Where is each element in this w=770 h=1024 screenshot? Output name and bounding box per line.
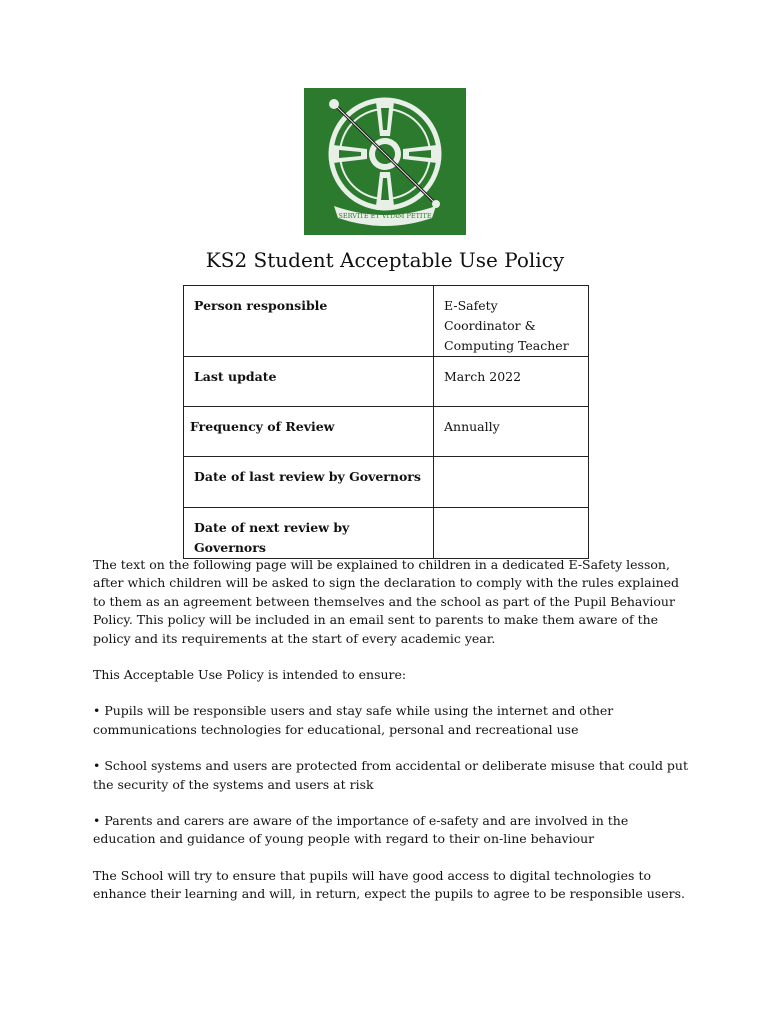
row-label: Person responsible <box>184 286 434 357</box>
table-row <box>184 407 589 457</box>
row-value: March 2022 <box>434 357 589 407</box>
table-row <box>184 357 589 407</box>
row-label: Date of last review by Governors <box>184 457 434 508</box>
table-row <box>184 457 589 508</box>
row-value <box>434 508 589 559</box>
crest-icon <box>304 88 466 235</box>
row-label: Frequency of Review <box>184 407 434 457</box>
intent-heading: This Acceptable Use Policy is intended to ensure: <box>93 667 407 683</box>
page-title: KS2 Student Acceptable Use Policy <box>205 248 565 272</box>
bullet-item: • Pupils will be responsible users and stay safe while using the internet and other communications technologies for educational, personal and recreational use <box>93 703 614 737</box>
row-value: Annually <box>434 407 589 457</box>
intro-paragraph: The text on the following page will be explained to children in a dedicated E-Safety lesson, after which children will be asked to sign the declaration to comply with the rules explained to them as an agreement between themselves and the school as part of the Pupil Behaviour Policy. This policy will be included in an email sent to parents to make them aware of the policy and its requirements at the start of every academic year. <box>93 557 680 646</box>
closing-paragraph: The School will try to ensure that pupils will have good access to digital technologies to enhance their learning and will, in return, expect the pupils to agree to be responsible users. <box>93 867 685 902</box>
bullet-item: • Parents and carers are aware of the importance of e-safety and are involved in the education and guidance of young people with regard to their on-line behaviour <box>93 813 629 847</box>
row-value: E-Safety Coordinator & Computing Teacher <box>434 286 589 357</box>
table-row <box>184 508 589 559</box>
row-value <box>434 457 589 508</box>
row-label: Last update <box>184 357 434 407</box>
table-row <box>184 286 589 357</box>
row-label: Date of next review by Governors <box>184 508 434 559</box>
policy-details-table <box>183 285 589 559</box>
svg-text:SERVITE ET VITAM PETITE: SERVITE ET VITAM PETITE <box>338 212 432 220</box>
bullet-item: • School systems and users are protected from accidental or deliberate misuse that could put the security of the systems and users at risk <box>93 758 689 792</box>
policy-body-text <box>93 556 693 922</box>
school-crest-logo <box>304 88 466 235</box>
